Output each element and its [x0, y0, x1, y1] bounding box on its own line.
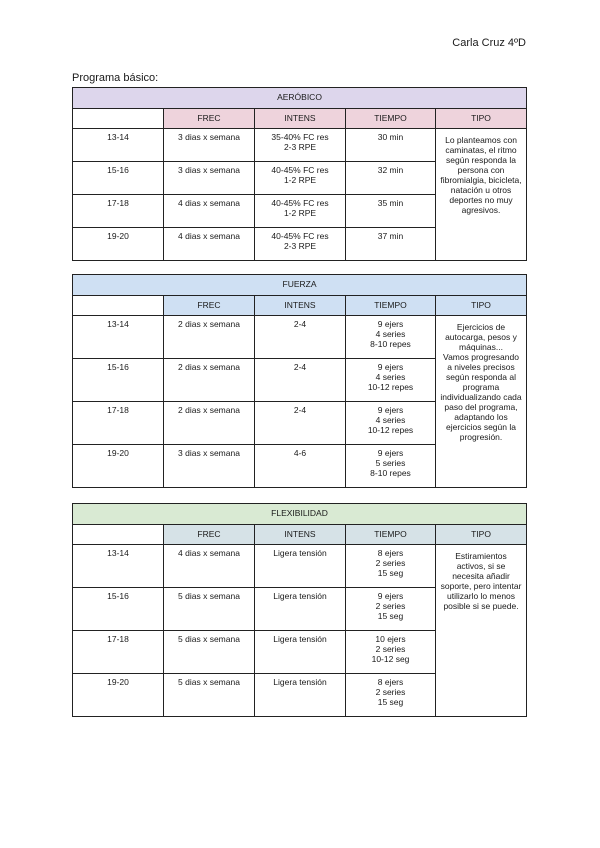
age-cell: 13-14 [73, 316, 164, 359]
intens-cell: 35-40% FC res 2-3 RPE [255, 129, 346, 162]
intens-cell: 2-4 [255, 316, 346, 359]
age-cell: 15-16 [73, 359, 164, 402]
tiempo-cell: 8 ejers 2 series 15 seg [346, 545, 436, 588]
age-cell: 17-18 [73, 631, 164, 674]
header-frec: FREC [164, 109, 255, 129]
intens-cell: 2-4 [255, 402, 346, 445]
tiempo-cell: 8 ejers 2 series 15 seg [346, 674, 436, 717]
tiempo-cell: 9 ejers 2 series 15 seg [346, 588, 436, 631]
tiempo-cell: 32 min [346, 162, 436, 195]
intens-cell: 4-6 [255, 445, 346, 488]
tiempo-cell: 10 ejers 2 series 10-12 seg [346, 631, 436, 674]
aerobic-title: AERÓBICO [73, 88, 527, 109]
age-cell: 17-18 [73, 402, 164, 445]
age-cell: 13-14 [73, 129, 164, 162]
header-frec: FREC [164, 525, 255, 545]
intens-cell: Ligera tensión [255, 674, 346, 717]
header-intens: INTENS [255, 296, 346, 316]
frec-cell: 4 dias x semana [164, 545, 255, 588]
intens-cell: Ligera tensión [255, 545, 346, 588]
intens-cell: Ligera tensión [255, 588, 346, 631]
header-empty [73, 296, 164, 316]
header-tipo: TIPO [436, 296, 527, 316]
header-tiempo: TIEMPO [346, 296, 436, 316]
header-intens: INTENS [255, 525, 346, 545]
frec-cell: 5 dias x semana [164, 588, 255, 631]
frec-cell: 5 dias x semana [164, 674, 255, 717]
header-tiempo: TIEMPO [346, 525, 436, 545]
tipo-cell: Estiramientos activos, si se necesita añadir soporte, pero intentar utilizarlo lo menos posible si se puede. [436, 545, 527, 717]
frec-cell: 2 dias x semana [164, 359, 255, 402]
age-cell: 17-18 [73, 195, 164, 228]
strength-table [72, 274, 527, 488]
flexibility-table [72, 503, 527, 717]
frec-cell: 4 dias x semana [164, 228, 255, 261]
table-row [73, 316, 527, 359]
header-intens: INTENS [255, 109, 346, 129]
intens-cell: 40-45% FC res 1-2 RPE [255, 162, 346, 195]
frec-cell: 4 dias x semana [164, 195, 255, 228]
age-cell: 13-14 [73, 545, 164, 588]
tiempo-cell: 9 ejers 4 series 8-10 repes [346, 316, 436, 359]
strength-title: FUERZA [73, 275, 527, 296]
frec-cell: 2 dias x semana [164, 402, 255, 445]
intens-cell: Ligera tensión [255, 631, 346, 674]
age-cell: 15-16 [73, 588, 164, 631]
table-row [73, 545, 527, 588]
tiempo-cell: 30 min [346, 129, 436, 162]
age-cell: 19-20 [73, 674, 164, 717]
table-row [73, 129, 527, 162]
header-frec: FREC [164, 296, 255, 316]
program-heading: Programa básico: [72, 72, 159, 84]
header-tipo: TIPO [436, 109, 527, 129]
author-name: Carla Cruz 4ºD [452, 37, 526, 49]
age-cell: 19-20 [73, 228, 164, 261]
tiempo-cell: 9 ejers 4 series 10-12 repes [346, 359, 436, 402]
frec-cell: 3 dias x semana [164, 129, 255, 162]
header-empty [73, 525, 164, 545]
intens-cell: 40-45% FC res 2-3 RPE [255, 228, 346, 261]
tiempo-cell: 9 ejers 4 series 10-12 repes [346, 402, 436, 445]
frec-cell: 5 dias x semana [164, 631, 255, 674]
header-tipo: TIPO [436, 525, 527, 545]
intens-cell: 40-45% FC res 1-2 RPE [255, 195, 346, 228]
age-cell: 15-16 [73, 162, 164, 195]
tipo-cell: Ejercicios de autocarga, pesos y máquinas... Vamos progresando a niveles precisos según responda al programa individualizando cada paso del programa, adaptando los ejercicios según la progresión. [436, 316, 527, 488]
header-tiempo: TIEMPO [346, 109, 436, 129]
aerobic-table [72, 87, 527, 261]
tiempo-cell: 37 min [346, 228, 436, 261]
tipo-cell: Lo planteamos con caminatas, el ritmo según responda la persona con fibromialgia, bicicleta, natación u otros deportes no muy agresivos. [436, 129, 527, 261]
header-empty [73, 109, 164, 129]
intens-cell: 2-4 [255, 359, 346, 402]
flexibility-title: FLEXIBILIDAD [73, 504, 527, 525]
tiempo-cell: 9 ejers 5 series 8-10 repes [346, 445, 436, 488]
tiempo-cell: 35 min [346, 195, 436, 228]
frec-cell: 3 dias x semana [164, 162, 255, 195]
age-cell: 19-20 [73, 445, 164, 488]
frec-cell: 2 dias x semana [164, 316, 255, 359]
frec-cell: 3 dias x semana [164, 445, 255, 488]
